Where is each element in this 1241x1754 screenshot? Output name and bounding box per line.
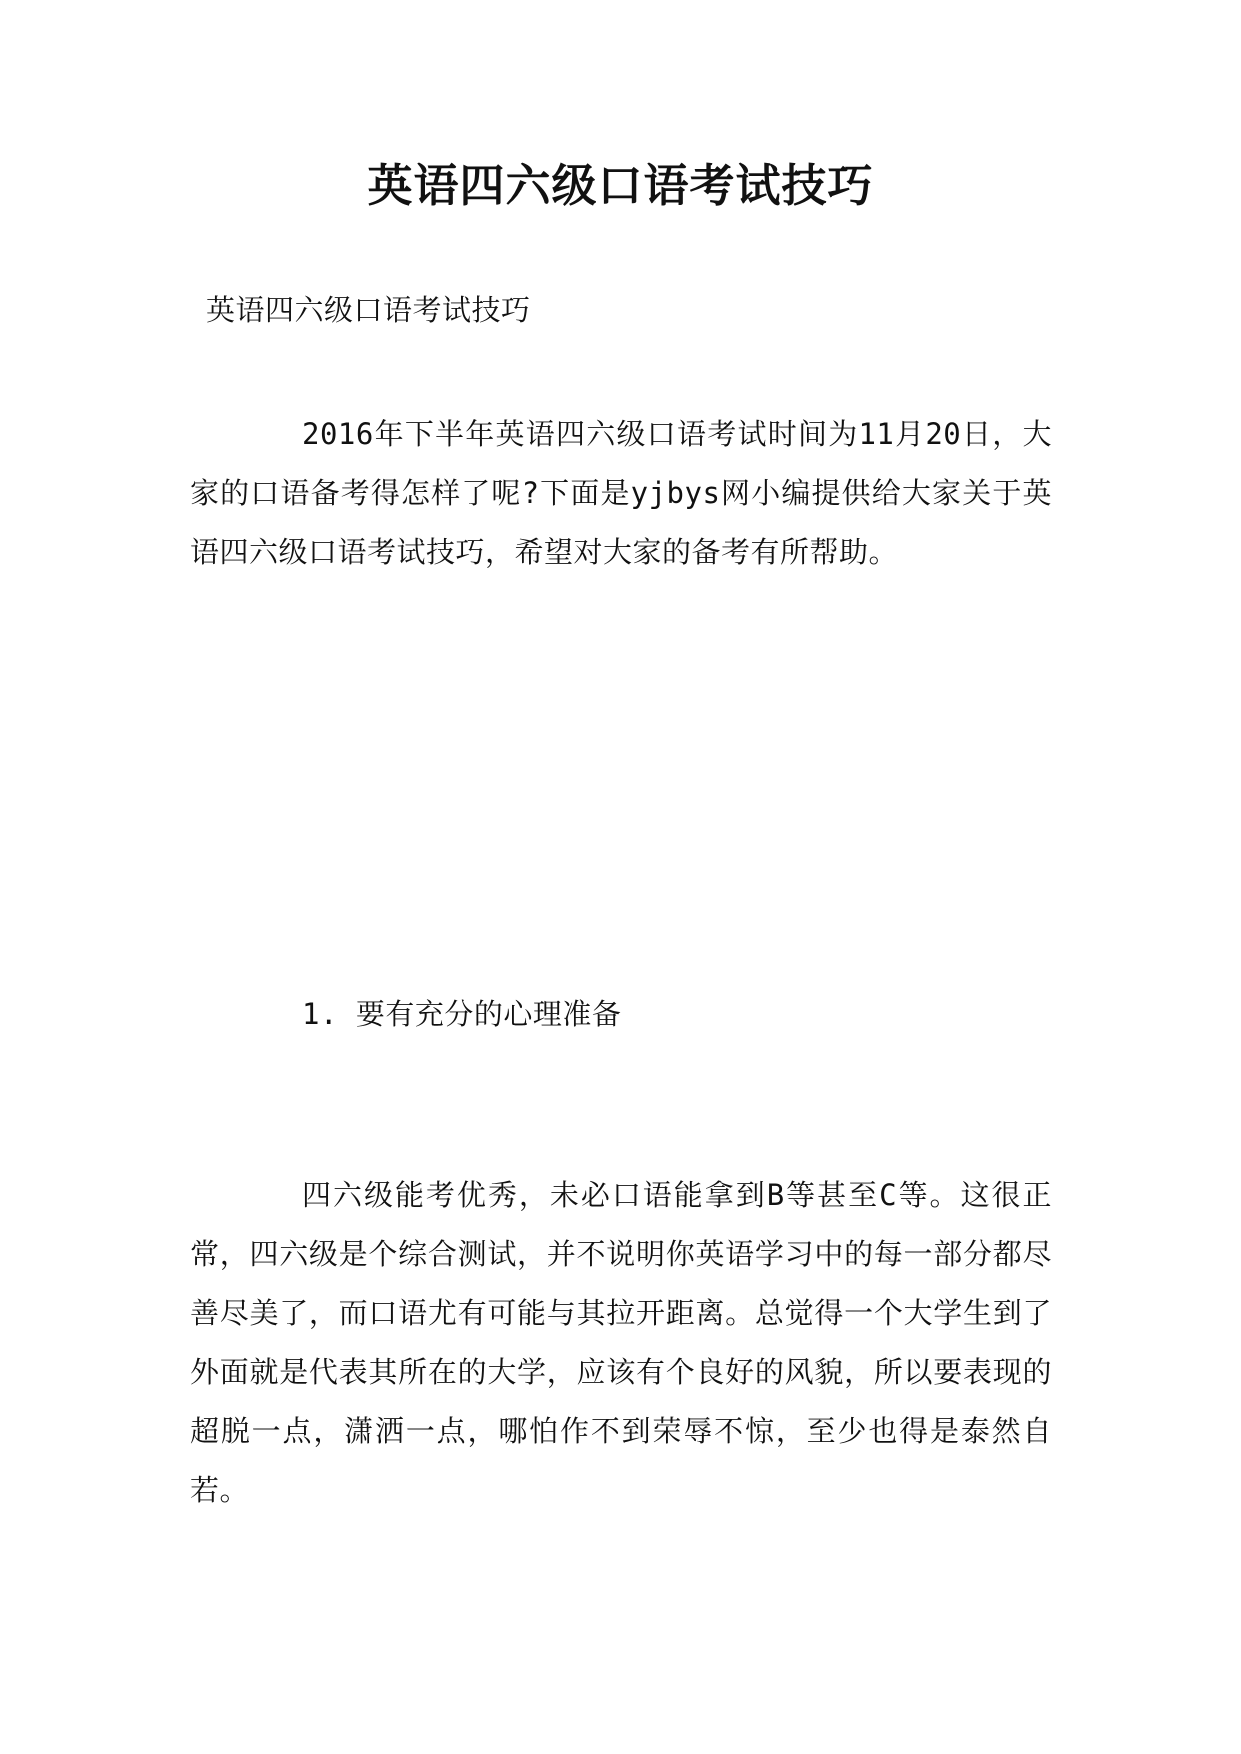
intro-paragraph: 2016年下半年英语四六级口语考试时间为11月20日，大家的口语备考得怎样了呢?下面是yjbys网小编提供给大家关于英语四六级口语考试技巧，希望对大家的备考有所帮助。 (190, 417, 1052, 569)
document-title: 英语四六级口语考试技巧 (367, 159, 874, 212)
section-heading: 1. 要有充分的心理准备 (302, 997, 622, 1031)
section-paragraph: 四六级能考优秀，未必口语能拿到B等甚至C等。这很正常，四六级是个综合测试，并不说明你英语学习中的每一部分都尽善尽美了，而口语尤有可能与其拉开距离。总觉得一个大学生到了外面就是代表其所在的大学，应该有个良好的风貌，所以要表现的超脱一点，潇洒一点，哪怕作不到荣辱不惊，至少也得是泰然自若。 (190, 1178, 1052, 1507)
document-subtitle: 英语四六级口语考试技巧 (206, 293, 531, 327)
